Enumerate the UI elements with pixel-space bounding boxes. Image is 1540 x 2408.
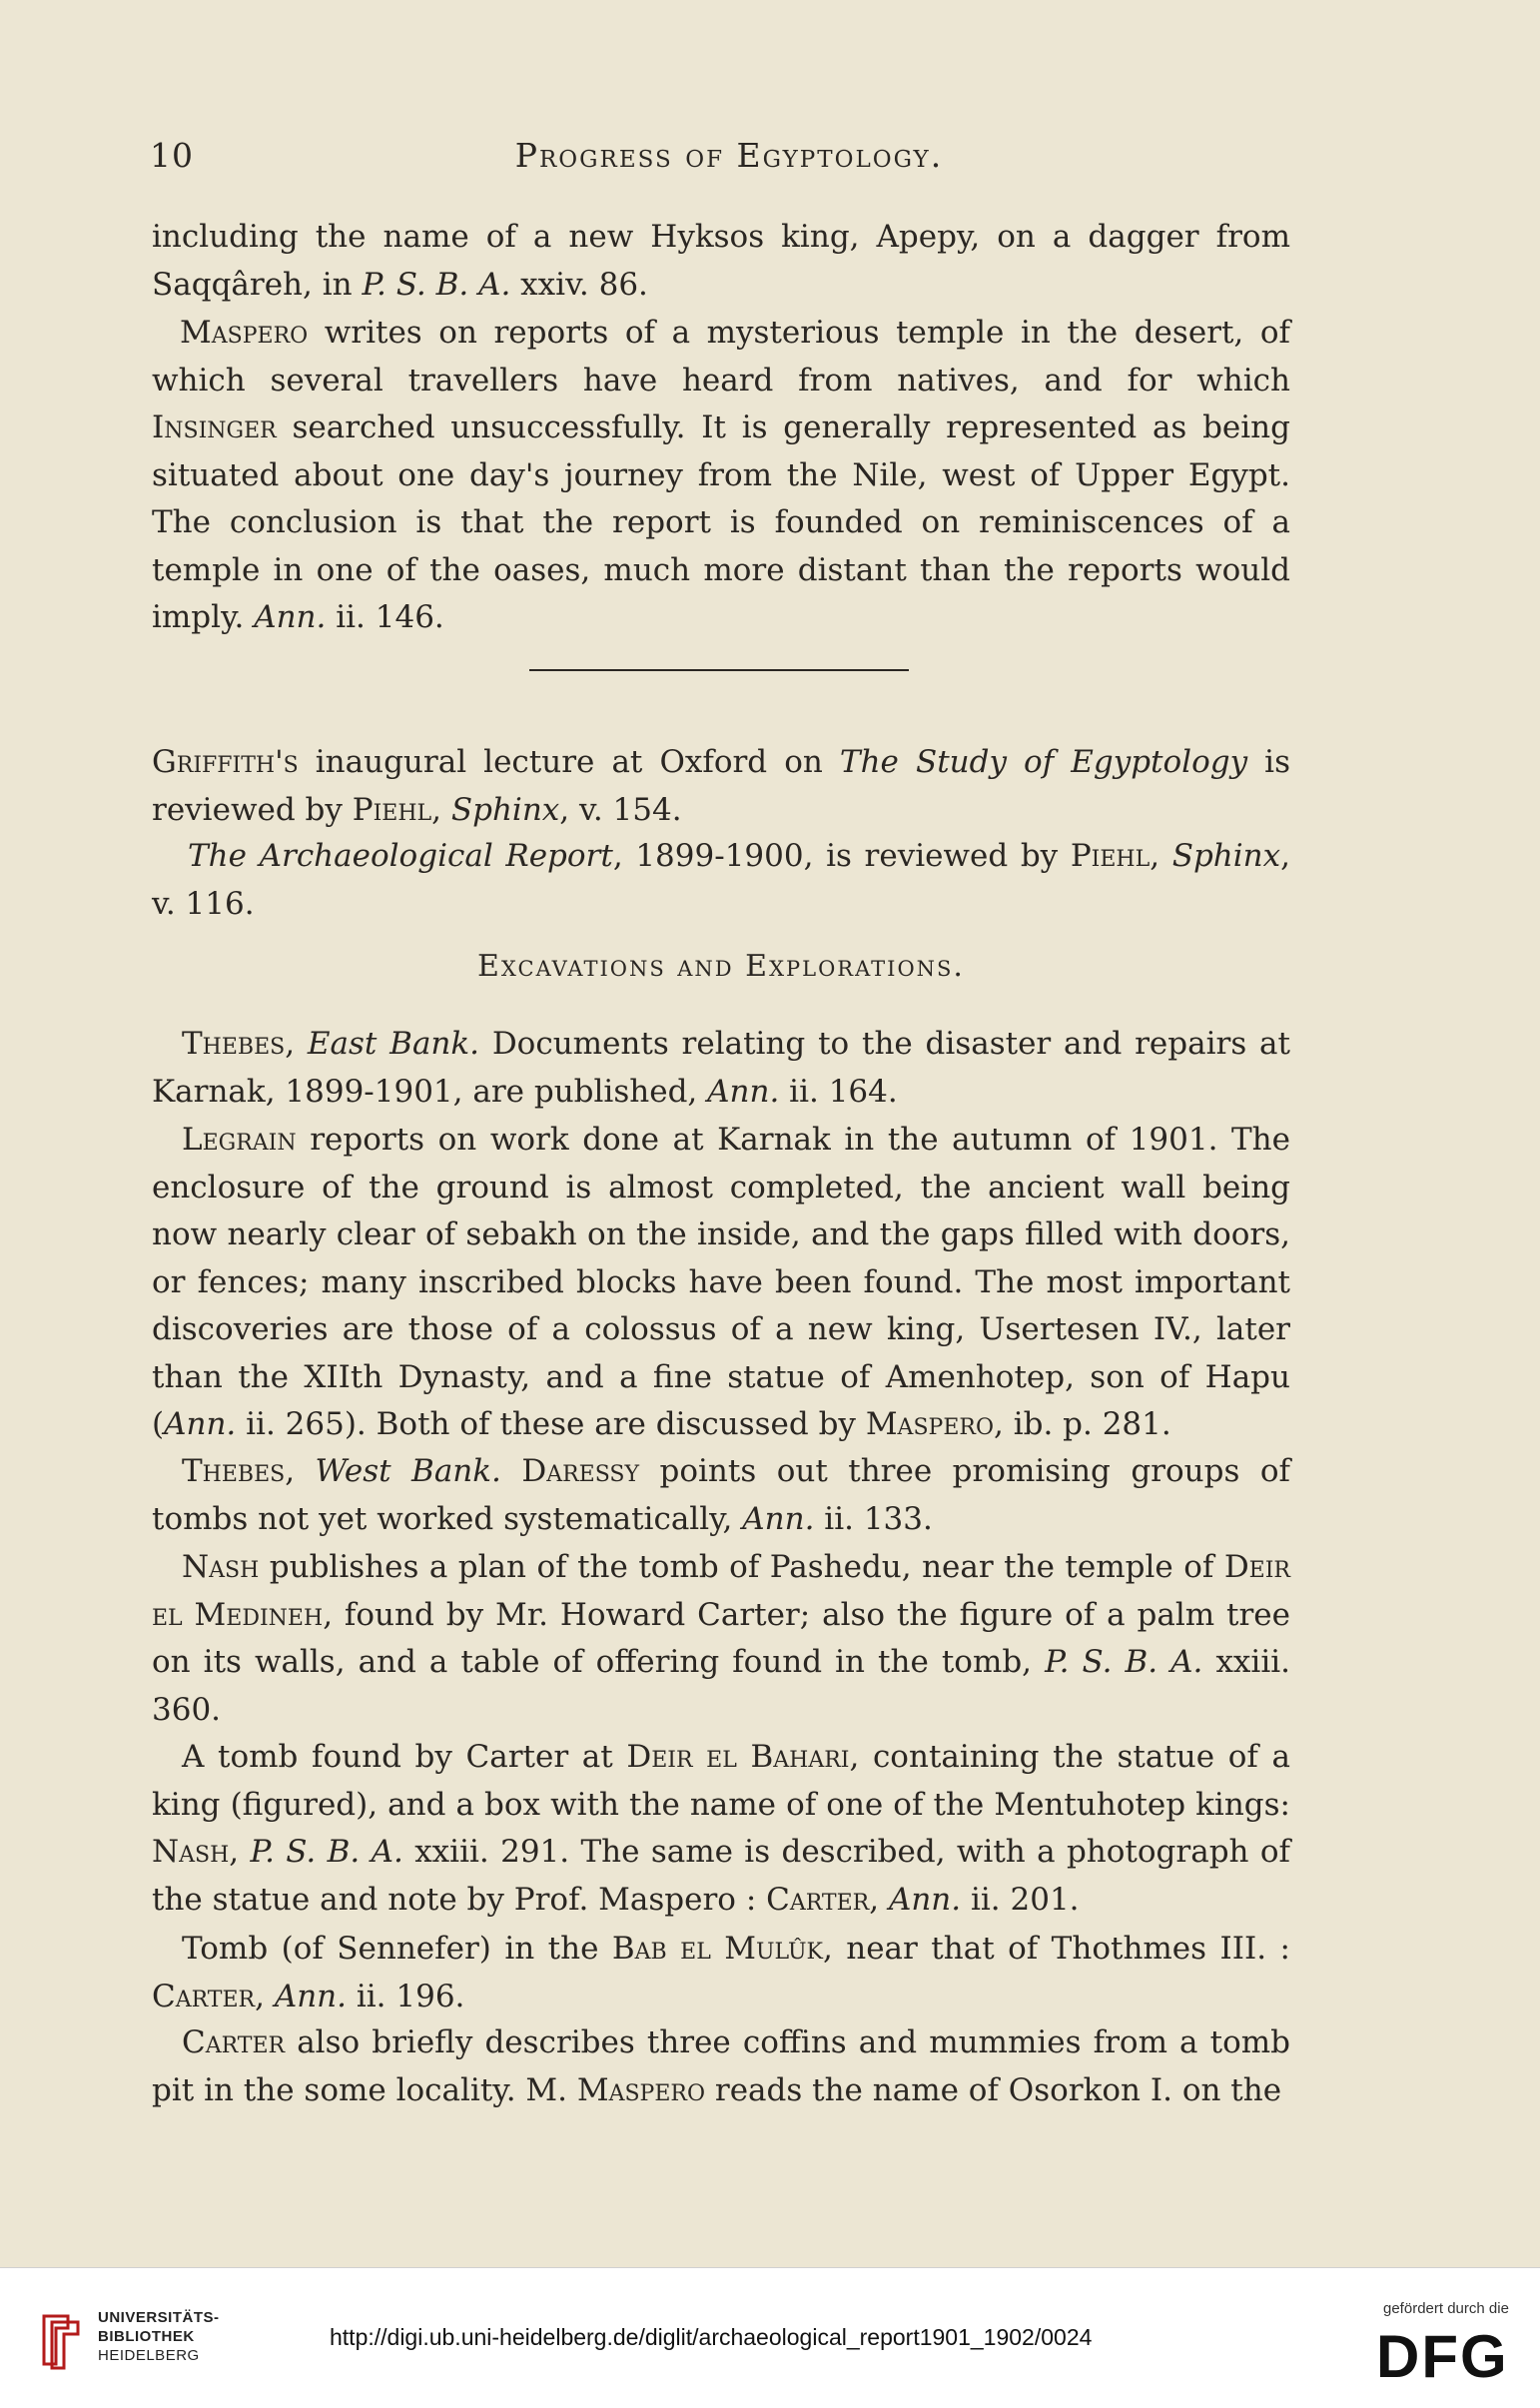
author-name: Maspero xyxy=(865,1406,994,1442)
place-subheading: East Bank. xyxy=(307,1026,480,1062)
text-run: , xyxy=(285,1453,316,1489)
journal-citation: Ann. xyxy=(707,1073,780,1110)
text-run: , xyxy=(255,1978,275,2014)
text-run: writes on reports of a mysterious temple in the desert, of which several travellers have heard from natives, and for which xyxy=(152,315,1290,399)
journal-citation: P. S. B. A. xyxy=(1045,1644,1203,1680)
library-name xyxy=(98,2308,220,2365)
section-divider xyxy=(529,669,909,671)
author-name: Carter xyxy=(182,2024,286,2060)
permalink[interactable]: http://digi.ub.uni-heidelberg.de/diglit/archaeological_report1901_1902/0024 xyxy=(330,2324,1093,2350)
author-name: Insinger xyxy=(152,409,277,445)
text-run: inaugural lecture at Oxford on xyxy=(298,744,840,780)
text-run: also briefly describes three coffins and mummies from a tomb pit in the some locality. M. xyxy=(152,2024,1290,2108)
text-run: including the name of a new Hyksos king, Apepy, on a dagger from Saqqâreh, in xyxy=(152,219,1290,303)
library-name-line: HEIDELBERG xyxy=(98,2347,200,2364)
paragraph-thebes-west-bank xyxy=(152,1448,1290,1543)
author-name: Daressy xyxy=(521,1453,640,1489)
text-run: Documents relating to the disaster and repairs at Karnak, 1899-1901, are published, xyxy=(152,1026,1290,1110)
author-name: Maspero xyxy=(576,2071,706,2108)
text-run: xxiv. 86. xyxy=(510,266,648,303)
author-name: Legrain xyxy=(182,1122,297,1158)
paragraph-deir-el-bahari xyxy=(152,1734,1290,1924)
text-run: Tomb (of Sennefer) in the xyxy=(182,1931,612,1967)
paragraph-griffith-lecture xyxy=(152,739,1290,834)
paragraph-legrain-karnak xyxy=(152,1117,1290,1449)
text-run: ii. 133. xyxy=(814,1500,933,1537)
place-name: Thebes xyxy=(182,1026,286,1062)
paragraph-nash-pashedu xyxy=(152,1544,1290,1734)
library-name-line: BIBLIOTHEK xyxy=(98,2328,195,2345)
paragraph-hyksos-dagger xyxy=(152,214,1290,309)
journal-citation: Ann. xyxy=(742,1500,815,1537)
text-run: , near that of Thothmes III. : xyxy=(822,1931,1290,1967)
text-run: publishes a plan of the tomb of Pashedu, near the temple of xyxy=(259,1549,1224,1585)
page-header xyxy=(150,136,1308,186)
place-name: Deir el Medineh xyxy=(152,1549,1290,1633)
place-name: Bab el Mulûk xyxy=(611,1931,823,1967)
journal-citation: P. S. B. A. xyxy=(362,266,511,303)
dfg-logo: DFG xyxy=(1376,2323,1509,2390)
text-run: , xyxy=(869,1881,889,1918)
author-name: Piehl xyxy=(352,791,432,828)
journal-citation: Ann. xyxy=(888,1881,962,1918)
funding-caption: gefördert durch die xyxy=(1383,2300,1509,2317)
paragraph-sennefer-tomb xyxy=(152,1926,1290,2020)
text-run: , containing the statue of a king (figured), and a box with the name of one of the Mentuhotep kings: xyxy=(152,1739,1290,1823)
journal-citation: Ann. xyxy=(254,599,327,635)
author-name: Carter xyxy=(766,1881,870,1918)
text-run: , v. 154. xyxy=(559,791,682,828)
text-run: reads the name of Osorkon I. on the xyxy=(705,2071,1282,2108)
text-run: , 1899-1900, is reviewed by xyxy=(612,838,1071,874)
text-run: , xyxy=(431,791,451,828)
text-run: ii. 164. xyxy=(779,1073,898,1110)
text-run: ii. 265). Both of these are discussed by xyxy=(236,1406,866,1442)
library-name-line: UNIVERSITÄTS- xyxy=(98,2309,220,2326)
paragraph-thebes-east-bank xyxy=(152,1021,1290,1116)
paragraph-mysterious-temple xyxy=(152,310,1290,642)
text-run: , v. 116. xyxy=(152,838,1290,922)
text-run: searched unsuccessfully. It is generally represented as being situated about one day's journey from the Nile, west of Upper Egypt. The conclusion is that the report is founded on reminiscences of a temple in one of the oases, much more distant than the reports would imply. xyxy=(152,409,1290,635)
text-run: xxiii. 360. xyxy=(152,1644,1291,1728)
page-number: 10 xyxy=(150,136,194,175)
text-run: , xyxy=(1150,838,1172,874)
journal-citation: Ann. xyxy=(164,1406,237,1442)
place-name: Thebes xyxy=(182,1453,286,1489)
place-name: Deir el Bahari xyxy=(626,1739,850,1775)
author-name: Maspero xyxy=(180,315,309,351)
digitization-footer xyxy=(0,2267,1540,2408)
text-run: is reviewed by xyxy=(152,744,1291,828)
text-run xyxy=(501,1453,521,1489)
author-name: Piehl xyxy=(1070,838,1151,874)
text-run: ii. 201. xyxy=(961,1881,1080,1918)
text-run: , xyxy=(285,1026,308,1062)
text-run: ii. 196. xyxy=(346,1978,465,2014)
journal-citation: Sphinx xyxy=(450,791,560,828)
text-run: , found by Mr. Howard Carter; also the figure of a palm tree on its walls, and a table of offering found in the tomb, xyxy=(152,1596,1290,1680)
text-run: A tomb found by Carter at xyxy=(182,1739,627,1775)
author-name: Nash xyxy=(182,1549,260,1585)
text-run: reports on work done at Karnak in the autumn of 1901. The enclosure of the ground is almost completed, the ancient wall being now nearly clear of sebakh on the inside, and the gaps filled with doors, or fences; many inscribed blocks have been found. The most important discoveries are those of a colossus of a new king, Usertesen IV., later than the XIIth Dynasty, and a fine statue of Amenhotep, son of Hapu ( xyxy=(152,1122,1290,1442)
journal-citation: Ann. xyxy=(274,1978,347,2014)
paragraph-carter-coffins xyxy=(152,2019,1290,2114)
library-logo-icon xyxy=(38,2310,86,2370)
journal-citation: Sphinx xyxy=(1171,838,1281,874)
work-title: The Study of Egyptology xyxy=(839,744,1248,780)
text-run: , xyxy=(229,1834,251,1870)
place-subheading: West Bank. xyxy=(315,1453,501,1489)
running-title: Progress of Egyptology. xyxy=(514,136,944,175)
journal-citation: P. S. B. A. xyxy=(250,1834,403,1870)
text-run: points out three promising groups of tombs not yet worked systematically, xyxy=(152,1453,1290,1537)
author-name: Griffith's xyxy=(152,744,299,780)
text-run: ii. 146. xyxy=(326,599,444,635)
text-run: xxiii. 291. The same is described, with a photograph of the statue and note by Prof. Maspero : xyxy=(152,1834,1290,1918)
work-title: The Archaeological Report xyxy=(188,838,613,874)
author-name: Carter xyxy=(152,1978,256,2014)
author-name: Nash xyxy=(152,1834,230,1870)
text-run: , ib. p. 281. xyxy=(993,1406,1171,1442)
paragraph-archaeological-report xyxy=(152,833,1290,928)
section-heading: Excavations and Explorations. xyxy=(477,949,965,984)
